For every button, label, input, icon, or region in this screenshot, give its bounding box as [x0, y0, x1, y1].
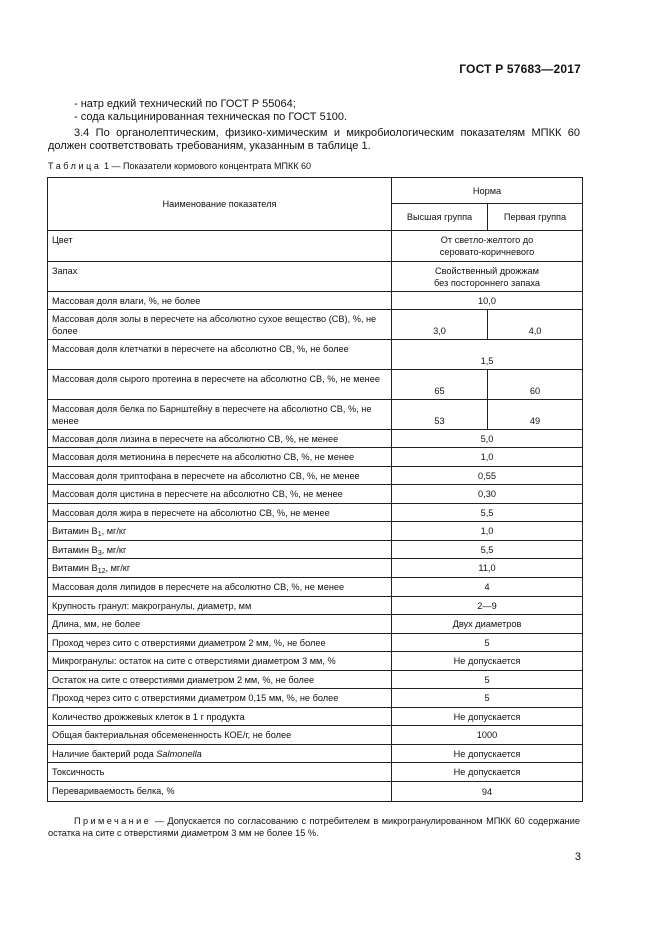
- table-row: [48, 522, 583, 541]
- table-row: [48, 708, 583, 726]
- row-value: 0,30: [392, 485, 583, 504]
- table-header-row: [48, 178, 583, 204]
- row-value-high: 3,0: [392, 310, 488, 340]
- table-row: [48, 763, 583, 782]
- row-value: 5,5: [392, 504, 583, 522]
- row-name: Проход через сито с отверстиями диаметром 2 мм, %, не более: [48, 634, 392, 652]
- row-value-high: 65: [392, 370, 488, 400]
- table-row: [48, 231, 583, 262]
- table-row: [48, 262, 583, 292]
- row-value: 1000: [392, 726, 583, 745]
- vitamin-subscript: 12: [97, 568, 106, 575]
- vitamin-unit: , мг/кг: [101, 545, 127, 555]
- table-row: [48, 745, 583, 763]
- requirements-text: [48, 98, 580, 153]
- row-name: [48, 745, 392, 763]
- vitamin-subscript: 3: [97, 550, 102, 557]
- row-name: Проход через сито с отверстиями диаметром 0,15 мм, %, не более: [48, 689, 392, 708]
- table-row: [48, 671, 583, 689]
- table-row: [48, 559, 583, 578]
- vitamin-prefix: Витамин В: [52, 526, 98, 536]
- vitamin-unit: , мг/кг: [101, 526, 127, 536]
- header-first-group: Первая группа: [488, 204, 583, 231]
- row-name: Цвет: [48, 231, 392, 262]
- table-row: [48, 689, 583, 708]
- vitamin-subscript: 1: [97, 531, 102, 538]
- list-item: - натр едкий технический по ГОСТ Р 55064;: [74, 98, 296, 110]
- row-name: Массовая доля липидов в пересчете на абсолютно СВ, %, не менее: [48, 578, 392, 597]
- row-name: [48, 559, 392, 578]
- table-row: [48, 578, 583, 597]
- row-value: 94: [392, 782, 583, 802]
- row-value: Двух диаметров: [392, 615, 583, 634]
- row-value: Не допускается: [392, 652, 583, 671]
- note-label: Примечание: [74, 816, 152, 826]
- header-norm: Норма: [392, 178, 583, 204]
- table-row: [48, 634, 583, 652]
- clause-paragraph: 3.4 По органолептическим, физико-химическим и микробиологическим показателям МПКК 60 должен соответствовать требованиям, указанным в таблице 1.: [48, 127, 580, 152]
- row-name: Массовая доля золы в пересчете на абсолютно сухое вещество (СВ), %, не более: [48, 310, 392, 340]
- row-name: Массовая доля влаги, %, не более: [48, 292, 392, 310]
- row-value: 1,5: [392, 340, 583, 370]
- table-caption: [48, 161, 311, 171]
- indicators-table: [47, 177, 583, 802]
- table-row: [48, 615, 583, 634]
- row-value: От светло-желтого до серовато-коричневого: [392, 231, 583, 262]
- row-value: 2—9: [392, 597, 583, 615]
- vitamin-prefix: Витамин В: [52, 545, 98, 555]
- table-row: [48, 310, 583, 340]
- row-name: [48, 522, 392, 541]
- row-name: Массовая доля цистина в пересчете на абсолютно СВ, %, не менее: [48, 485, 392, 504]
- list-item: - сода кальцинированная техническая по ГОСТ 5100.: [74, 111, 348, 123]
- row-name: Массовая доля сырого протеина в пересчете на абсолютно СВ, %, не менее: [48, 370, 392, 400]
- table-row: [48, 485, 583, 504]
- row-value-first: 60: [488, 370, 583, 400]
- row-name: [48, 541, 392, 559]
- table-row: [48, 448, 583, 467]
- row-name: Массовая доля жира в пересчете на абсолютно СВ, %, не менее: [48, 504, 392, 522]
- header-high-group: Высшая группа: [392, 204, 488, 231]
- table-note: [48, 815, 580, 839]
- row-value: 5: [392, 689, 583, 708]
- row-value: 1,0: [392, 448, 583, 467]
- row-value-first: 49: [488, 400, 583, 430]
- row-value: 11,0: [392, 559, 583, 578]
- row-name: Запах: [48, 262, 392, 292]
- document-code: ГОСТ Р 57683—2017: [459, 62, 581, 76]
- page-number: 3: [574, 851, 581, 863]
- row-value-first: 4,0: [488, 310, 583, 340]
- row-value: Не допускается: [392, 763, 583, 782]
- row-value: 5,5: [392, 541, 583, 559]
- row-name: Массовая доля лизина в пересчете на абсолютно СВ, %, не менее: [48, 430, 392, 448]
- note-text: — Допускается по согласованию с потребителем в микрогранулированном МПКК 60 содержание остатка на сите с отверстиями диаметром 3 мм не более 15 %.: [48, 816, 580, 838]
- row-value: Свойственный дрожжам без постороннего запаха: [392, 262, 583, 292]
- table-row: [48, 430, 583, 448]
- caption-number: 1: [104, 161, 110, 171]
- row-name: Остаток на сите с отверстиями диаметром 2 мм, %, не более: [48, 671, 392, 689]
- row-value-high: 53: [392, 400, 488, 430]
- row-value: Не допускается: [392, 708, 583, 726]
- row-name: Перевариваемость белка, %: [48, 782, 392, 802]
- table-row: [48, 504, 583, 522]
- table-row: [48, 400, 583, 430]
- row-value: 5: [392, 634, 583, 652]
- table-row: [48, 292, 583, 310]
- vitamin-prefix: Витамин В: [52, 563, 98, 573]
- table-row: [48, 597, 583, 615]
- row-name: Микрогранулы: остаток на сите с отверстиями диаметром 3 мм, %: [48, 652, 392, 671]
- row-name-text: Наличие бактерий рода: [52, 749, 157, 759]
- table-row: [48, 541, 583, 559]
- header-indicator-name: Наименование показателя: [48, 178, 392, 231]
- row-name: Массовая доля метионина в пересчете на абсолютно СВ, %, не менее: [48, 448, 392, 467]
- row-name: Массовая доля белка по Барнштейну в пересчете на абсолютно СВ, %, не менее: [48, 400, 392, 430]
- row-value: 0,55: [392, 467, 583, 485]
- row-name: Общая бактериальная обсемененность КОЕ/г, не более: [48, 726, 392, 745]
- caption-text: — Показатели кормового концентрата МПКК 60: [111, 161, 311, 171]
- row-name: Массовая доля клетчатки в пересчете на абсолютно СВ, %, не более: [48, 340, 392, 370]
- table-row: [48, 467, 583, 485]
- row-value: 10,0: [392, 292, 583, 310]
- row-name: Длина, мм, не более: [48, 615, 392, 634]
- row-value: 5: [392, 671, 583, 689]
- caption-label: Таблица: [48, 161, 102, 171]
- row-name: Массовая доля триптофана в пересчете на абсолютно СВ, %, не менее: [48, 467, 392, 485]
- table-row: [48, 726, 583, 745]
- row-value: 1,0: [392, 522, 583, 541]
- row-name: Крупность гранул: макрогранулы, диаметр, мм: [48, 597, 392, 615]
- row-value: Не допускается: [392, 745, 583, 763]
- row-value: 5,0: [392, 430, 583, 448]
- table-row: [48, 652, 583, 671]
- row-name: Количество дрожжевых клеток в 1 г продукта: [48, 708, 392, 726]
- table-row: [48, 782, 583, 802]
- table-row: [48, 370, 583, 400]
- row-value: 4: [392, 578, 583, 597]
- table-row: [48, 340, 583, 370]
- vitamin-unit: , мг/кг: [105, 563, 131, 573]
- row-name: Токсичность: [48, 763, 392, 782]
- salmonella-name: Salmonella: [156, 749, 202, 759]
